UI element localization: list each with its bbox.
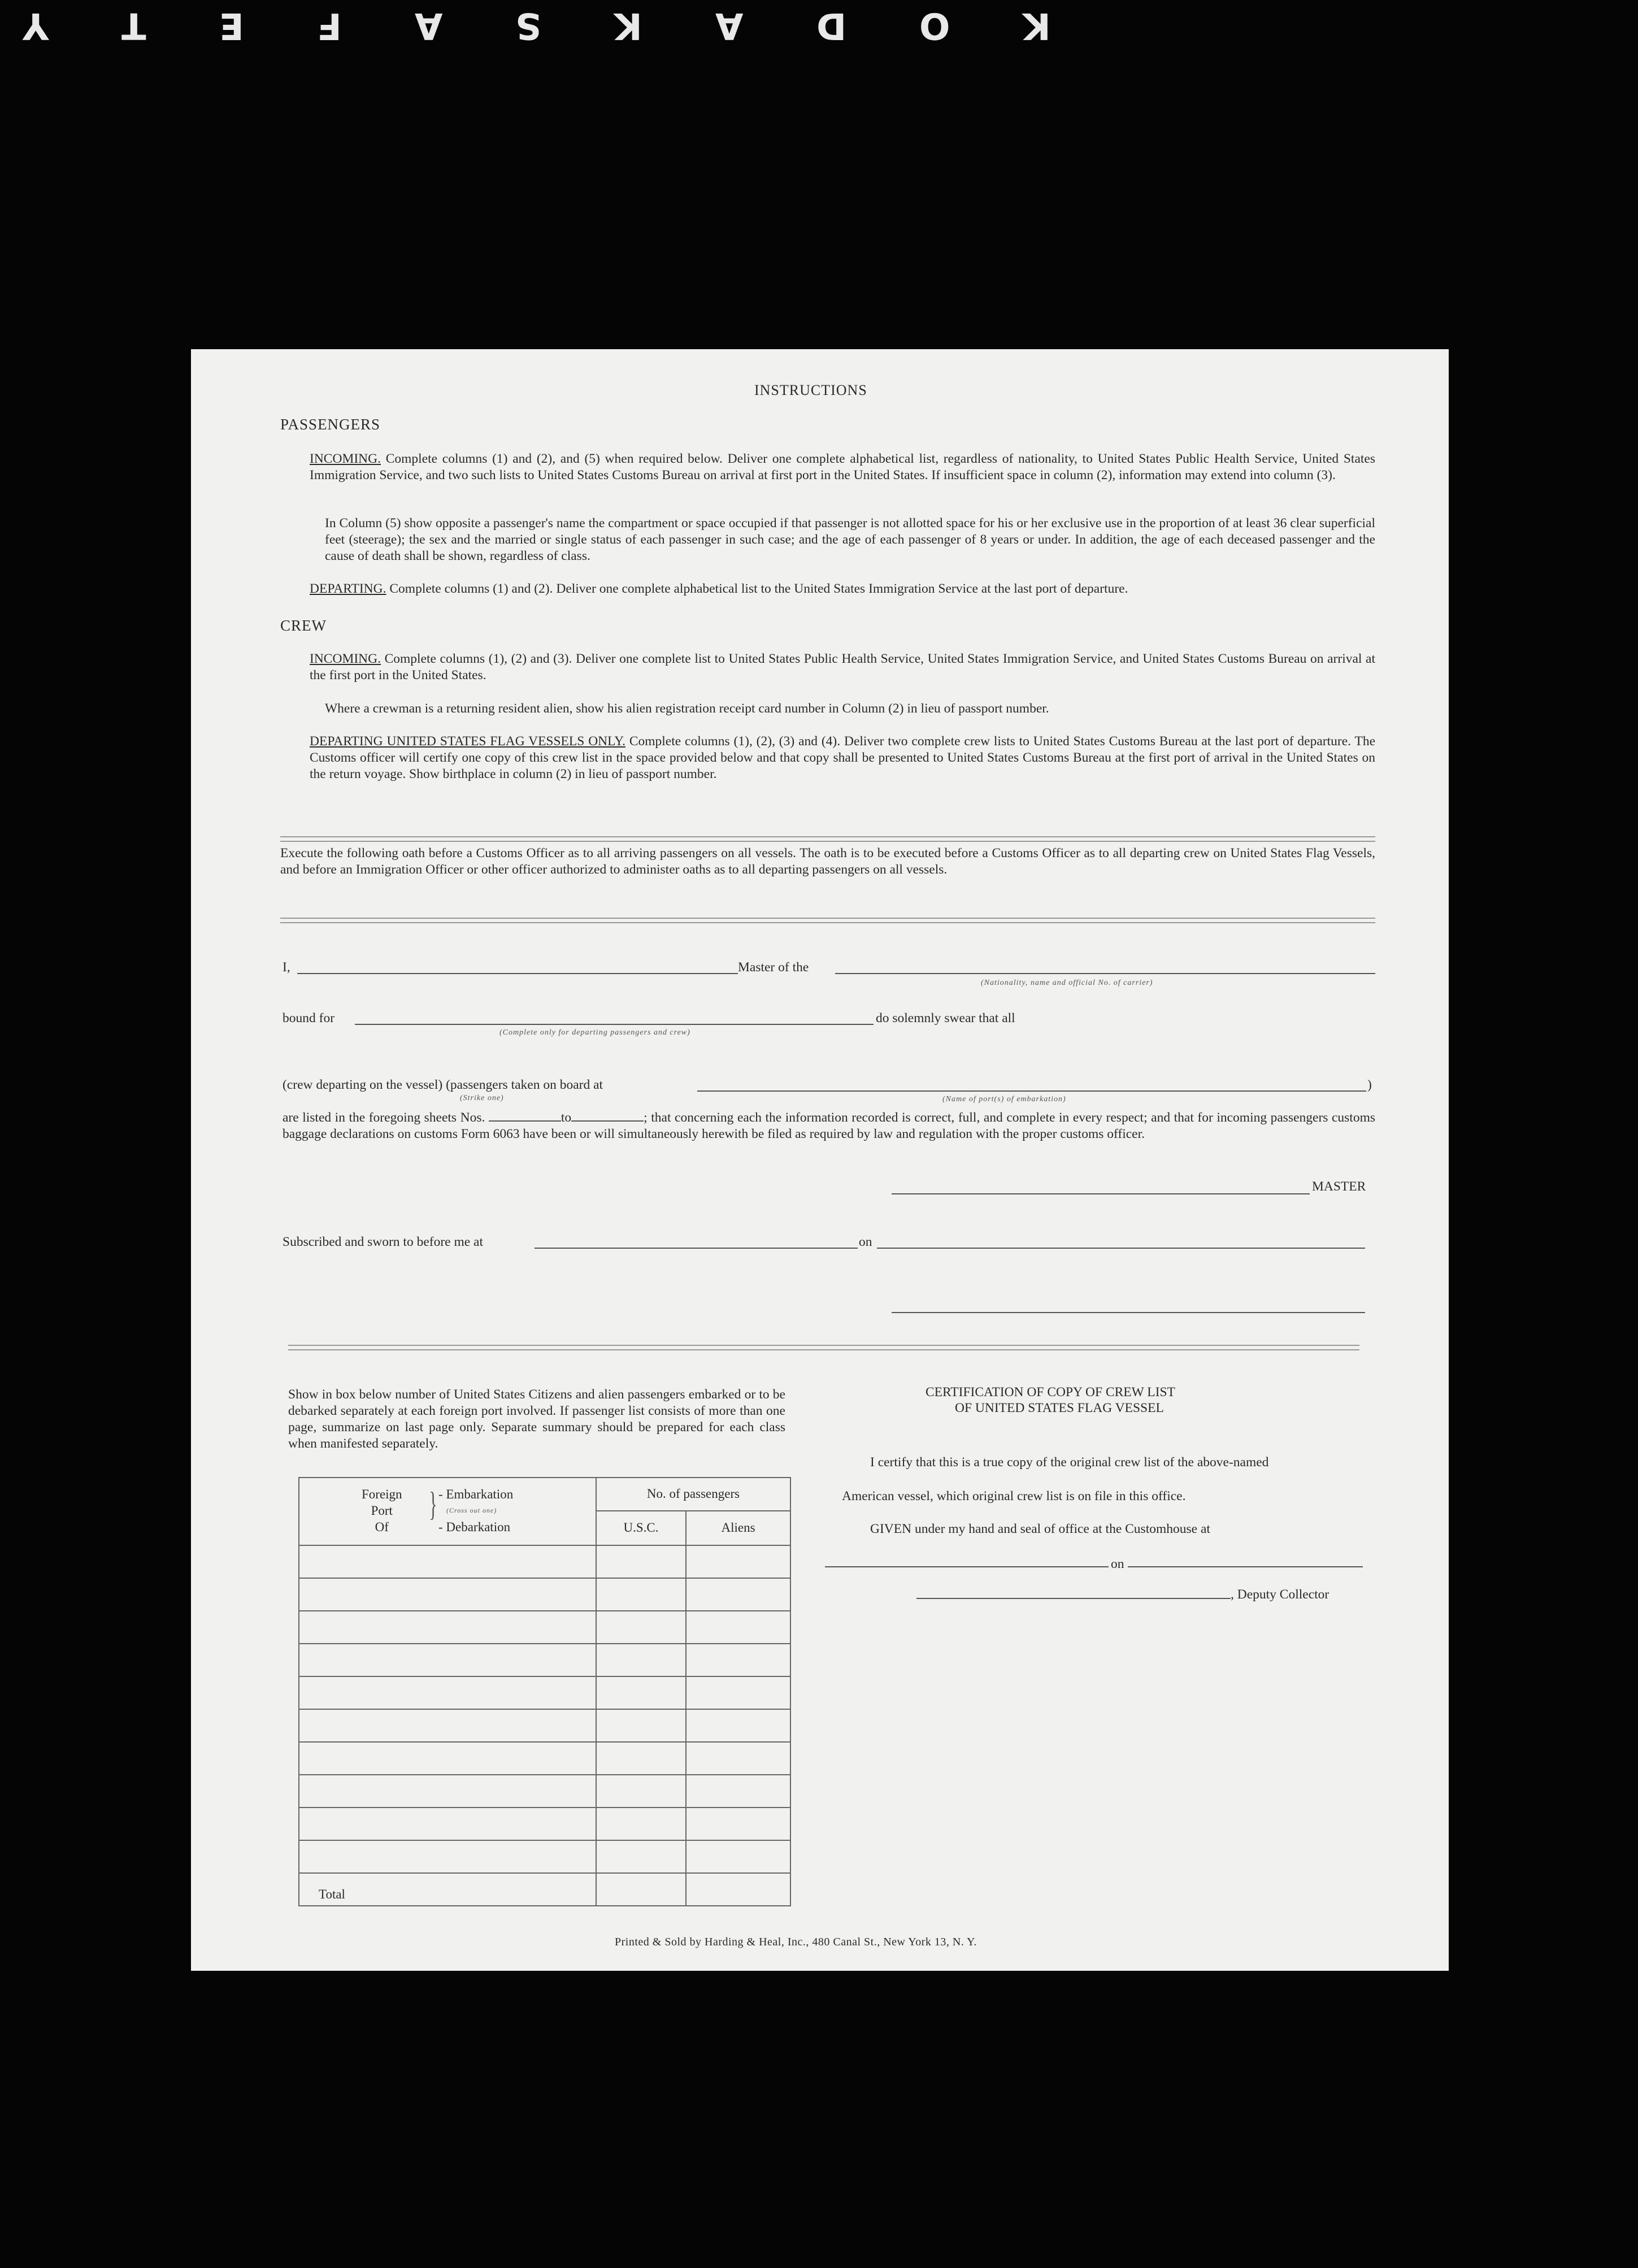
oath-intro-paragraph: Execute the following oath before a Customs Officer as to all arriving passengers on all vessels. The oath is to be executed before a Customs Officer as to all departing crew on United States Flag Vessels, and before an Immigration Officer or other officer authorized to administer oaths as to all departing passengers on all vessels. [280,846,1375,877]
table-row [299,1808,790,1840]
certification-title-line2: OF UNITED STATES FLAG VESSEL [955,1401,1164,1415]
table-row [299,1644,790,1676]
foreign-label: Foreign [362,1487,402,1501]
film-letter: O [919,5,950,46]
table-row [299,1840,790,1873]
passengers-departing-text: Complete columns (1) and (2). Deliver one complete alphabetical list to the United States Immigration Service at the last port of departure. [389,581,1128,596]
aliens-cell[interactable] [686,1578,790,1611]
divider [280,836,1375,842]
section-heading-crew: CREW [280,617,327,634]
film-letter: K [1023,5,1051,46]
embarkation-port-field[interactable] [697,1090,1366,1092]
port-label: Port [371,1504,393,1518]
passengers-column5-paragraph: In Column (5) show opposite a passenger's name the compartment or space occupied if that passenger is not allotted space for his or her exclusive use in the proportion of at least 36 clear superficial feet (steerage); the sex and the married or single status of each passenger in such case; and the age of each passenger of 8 years or under. In addition, the age of each deceased passenger and the cause of death shall be shown, regardless of class. [325,516,1375,563]
aliens-cell[interactable] [686,1775,790,1808]
total-row [299,1873,790,1906]
carrier-field[interactable] [835,973,1375,974]
document-page [191,349,1449,1971]
master-of-the-label: Master of the [738,960,809,975]
swear-label: do solemnly swear that all [876,1011,1015,1026]
port-cell[interactable] [299,1775,596,1808]
oath-i-label: I, [283,960,290,975]
table-row [299,1545,790,1578]
aliens-cell[interactable] [686,1840,790,1873]
summary-instructions: Show in box below number of United States Citizens and alien passengers embarked or to be debarked separately at each foreign port involved. If passenger list consists of more than one page, summarize on last page only. Separate summary should be prepared for each class when manifested separately. [288,1387,785,1451]
strike-one-hint: (Strike one) [460,1094,504,1102]
table-row [299,1611,790,1644]
port-cell[interactable] [299,1611,596,1644]
listed-paragraph [283,1110,1375,1142]
nationality-hint: (Nationality, name and official No. of carrier) [981,979,1153,987]
film-letter: A [715,5,744,46]
passengers-departing-label: DEPARTING. [310,581,386,596]
deputy-signature-field[interactable] [916,1598,1231,1599]
listed-to-label: to [561,1110,572,1125]
crew-departing-text: Complete columns (1), (2), (3) and (4). Deliver two complete crew lists to United States Customs Bureau at the last port of departure. The Customs officer will certify one copy of this crew list in the space provided below and that copy shall be presented to United States Customs Bureau at the first port of arrival in the United States on the return voyage. Show birthplace in column (2) in lieu of passport number. [310,734,1375,781]
aliens-total-cell[interactable] [686,1873,790,1906]
bound-hint: (Complete only for departing passengers and crew) [499,1028,690,1037]
passengers-incoming-paragraph [310,451,1375,484]
usc-cell[interactable] [596,1840,686,1873]
no-passengers-header: No. of passengers [596,1478,790,1511]
cert-on-label: on [1111,1557,1124,1571]
listed-text-b: ; that concerning each the information recorded is correct, full, and complete in every respect; and that for incoming passengers customs baggage declarations on customs Form 6063 have been or will simultaneously herewith be filed as required by law and regulation with the proper customs officer. [283,1110,1376,1141]
table-row [299,1775,790,1808]
film-letter: A [414,5,443,46]
embarkation-label: - Embarkation [438,1487,514,1501]
printer-footer: Printed & Sold by Harding & Heal, Inc., 480 Canal St., New York 13, N. Y. [615,1936,977,1948]
usc-cell[interactable] [596,1742,686,1775]
film-letter: Y [23,5,49,46]
aliens-cell[interactable] [686,1644,790,1676]
cross-out-hint: (Cross out one) [446,1506,497,1514]
sheet-to-field[interactable] [571,1120,644,1122]
usc-cell[interactable] [596,1578,686,1611]
table-row [299,1578,790,1611]
aliens-cell[interactable] [686,1742,790,1775]
table-row [299,1742,790,1775]
aliens-cell[interactable] [686,1709,790,1742]
film-letter: D [816,5,846,46]
film-edge-marking [0,0,1074,51]
port-cell[interactable] [299,1676,596,1709]
table-row [299,1676,790,1709]
usc-cell[interactable] [596,1644,686,1676]
brace-icon: } [429,1485,437,1523]
aliens-cell[interactable] [686,1545,790,1578]
sworn-place-field[interactable] [535,1248,858,1249]
crew-incoming-paragraph [310,651,1375,684]
usc-cell[interactable] [596,1676,686,1709]
certify-text-b: American vessel, which original crew list is on file in this office. [842,1489,1186,1504]
port-cell[interactable] [299,1742,596,1775]
film-letter: T [121,5,147,46]
usc-cell[interactable] [596,1808,686,1840]
subscribed-label: Subscribed and sworn to before me at [283,1235,484,1249]
crew-passengers-label: (crew departing on the vessel) (passengers taken on board at [283,1077,603,1092]
given-text: GIVEN under my hand and seal of office at the Customhouse at [870,1522,1210,1536]
usc-total-cell[interactable] [596,1873,686,1906]
usc-cell[interactable] [596,1611,686,1644]
table-row [299,1709,790,1742]
passengers-incoming-label: INCOMING. [310,451,381,466]
port-cell[interactable] [299,1578,596,1611]
debarkation-label: - Debarkation [438,1520,511,1534]
master-label: MASTER [1312,1179,1366,1194]
certify-text-a: I certify that this is a true copy of the original crew list of the above-named [870,1455,1269,1470]
close-paren: ) [1367,1077,1372,1092]
crew-incoming-text: Complete columns (1), (2) and (3). Deliver one complete list to United States Public Health Service, United States Immigration Service, and United States Customs Bureau on arrival at the first port in the United States. [310,651,1375,683]
master-signature-field[interactable] [892,1193,1310,1194]
port-cell[interactable] [299,1709,596,1742]
master-name-field[interactable] [297,973,738,974]
certification-title-line1: CERTIFICATION OF COPY OF CREW LIST [926,1385,1175,1400]
crew-departing-label: DEPARTING UNITED STATES FLAG VESSELS ONLY. [310,734,625,749]
divider [288,1345,1359,1350]
sworn-date-field[interactable] [877,1248,1365,1249]
film-letter: K [614,5,643,46]
usc-cell[interactable] [596,1709,686,1742]
film-letter: E [219,5,244,46]
customhouse-field[interactable] [825,1566,1109,1567]
destination-field[interactable] [355,1024,874,1025]
aliens-cell[interactable] [686,1808,790,1840]
port-cell[interactable] [299,1545,596,1578]
film-letter: F [316,5,342,46]
passenger-summary-table [298,1477,791,1906]
total-label: Total [299,1873,596,1906]
port-cell[interactable] [299,1840,596,1873]
port-hint: (Name of port(s) of embarkation) [942,1095,1066,1103]
port-cell[interactable] [299,1644,596,1676]
listed-text-a: are listed in the foregoing sheets Nos. [283,1110,485,1125]
film-letter: S [515,5,542,46]
of-label: Of [375,1520,389,1534]
crew-incoming-label: INCOMING. [310,651,381,666]
crew-departing-paragraph [310,733,1375,783]
cert-date-field[interactable] [1128,1566,1363,1567]
sworn-on-label: on [859,1235,872,1249]
sheet-from-field[interactable] [489,1120,561,1122]
passengers-departing-paragraph [310,581,1375,597]
aliens-header: Aliens [686,1511,790,1545]
port-header-cell [299,1478,596,1545]
section-heading-passengers: PASSENGERS [280,416,381,433]
aliens-cell[interactable] [686,1676,790,1709]
bound-for-label: bound for [283,1011,335,1026]
page-title: INSTRUCTIONS [754,382,867,398]
officer-signature-field[interactable] [892,1312,1365,1313]
deputy-collector-label: , Deputy Collector [1231,1587,1329,1602]
passengers-incoming-text: Complete columns (1) and (2), and (5) when required below. Deliver one complete alphabetical list, regardless of nationality, to United States Public Health Service, United States Immigration Service, and two such lists to United States Customs Bureau on arrival at first port in the United States. If insufficient space in column (2), information may extend into column (3). [310,451,1376,483]
divider [280,918,1375,923]
aliens-cell[interactable] [686,1611,790,1644]
usc-cell[interactable] [596,1775,686,1808]
crew-resident-paragraph: Where a crewman is a returning resident alien, show his alien registration receipt card number in Column (2) in lieu of passport number. [325,701,1049,716]
usc-cell[interactable] [596,1545,686,1578]
port-cell[interactable] [299,1808,596,1840]
usc-header: U.S.C. [596,1511,686,1545]
